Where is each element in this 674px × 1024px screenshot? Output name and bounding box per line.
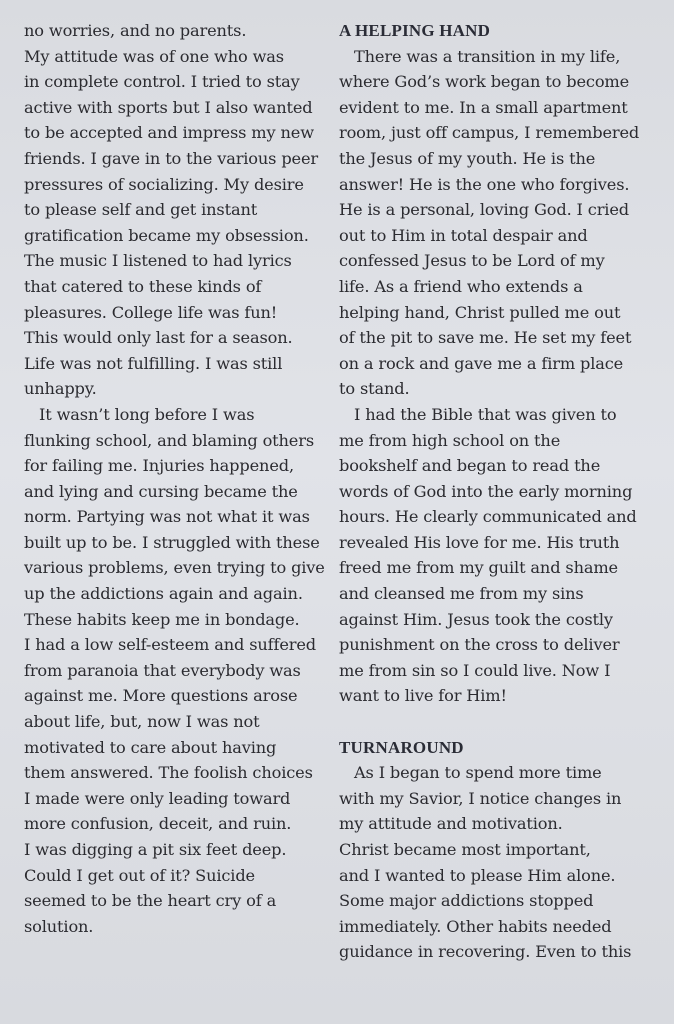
- paragraph-start-line: There was a transition in my life,: [354, 46, 621, 66]
- left-column: [24, 18, 324, 939]
- text-line: various problems, even trying to give: [24, 558, 325, 578]
- text-line: no worries, and no parents.: [24, 21, 247, 40]
- text-line: room, just off campus, I remembered: [339, 123, 640, 143]
- text-line: seemed to be the heart cry of a: [24, 891, 277, 911]
- text-line: pressures of socializing. My desire: [24, 174, 304, 194]
- text-line: norm. Partying was not what it was: [24, 507, 310, 527]
- text-line: my attitude and motivation.: [339, 814, 563, 834]
- text-line: He is a personal, loving God. I cried: [339, 200, 629, 220]
- text-line: Christ became most important,: [339, 840, 591, 859]
- text-line: for failing me. Injuries happened,: [24, 456, 294, 476]
- paragraph-start-line: I had the Bible that was given to: [354, 404, 617, 424]
- text-line: from paranoia that everybody was: [24, 660, 301, 680]
- text-line: and cleansed me from my sins: [339, 584, 584, 604]
- section-spacer: [339, 709, 649, 735]
- text-line: built up to be. I struggled with these: [24, 532, 320, 552]
- section-heading-turnaround: TURNAROUND: [339, 737, 464, 757]
- text-line: to be accepted and impress my new: [24, 123, 314, 143]
- text-line: These habits keep me in bondage.: [24, 609, 300, 629]
- text-line: want to live for Him!: [339, 686, 507, 706]
- text-line: answer! He is the one who forgives.: [339, 174, 630, 194]
- text-line: life. As a friend who extends a: [339, 276, 583, 296]
- text-line: confessed Jesus to be Lord of my: [339, 251, 605, 271]
- text-line: revealed His love for me. His truth: [339, 532, 620, 552]
- text-line: active with sports but I also wanted: [24, 97, 313, 117]
- text-line: against me. More questions arose: [24, 686, 298, 706]
- text-line: punishment on the cross to deliver: [339, 635, 620, 655]
- section-heading-helping-hand: A HELPING HAND: [339, 21, 491, 40]
- text-line: evident to me. In a small apartment: [339, 97, 628, 117]
- paragraph-start-line: As I began to spend more time: [354, 763, 602, 783]
- text-line: bookshelf and began to read the: [339, 456, 601, 476]
- text-line: out to Him in total despair and: [339, 225, 588, 245]
- text-line: Some major addictions stopped: [339, 891, 594, 911]
- text-line: hours. He clearly communicated and: [339, 507, 637, 527]
- right-column: [339, 18, 649, 965]
- text-line: on a rock and gave me a firm place: [339, 353, 624, 373]
- text-line: the Jesus of my youth. He is the: [339, 148, 596, 168]
- text-line: pleasures. College life was fun!: [24, 302, 278, 322]
- text-line: about life, but, now I was not: [24, 712, 260, 732]
- text-line: freed me from my guilt and shame: [339, 558, 618, 578]
- text-line: immediately. Other habits needed: [339, 916, 612, 936]
- text-line: to please self and get instant: [24, 200, 258, 220]
- text-line: friends. I gave in to the various peer: [24, 148, 318, 168]
- text-line: words of God into the early morning: [339, 481, 633, 501]
- text-line: motivated to care about having: [24, 737, 277, 757]
- text-line: to stand.: [339, 379, 410, 399]
- text-line: me from high school on the: [339, 430, 561, 450]
- text-line: My attitude was of one who was: [24, 46, 284, 66]
- paragraph-start-line: It wasn’t long before I was: [39, 404, 255, 424]
- text-line: them answered. The foolish choices: [24, 763, 313, 783]
- text-line: up the addictions again and again.: [24, 584, 303, 604]
- text-line: I had a low self-esteem and suffered: [24, 635, 316, 655]
- text-line: in complete control. I tried to stay: [24, 72, 300, 92]
- text-line: I was digging a pit six feet deep.: [24, 840, 287, 859]
- text-line: that catered to these kinds of: [24, 276, 262, 296]
- text-line: Life was not fulfilling. I was still: [24, 353, 283, 373]
- text-line: gratification became my obsession.: [24, 225, 309, 245]
- text-line: guidance in recovering. Even to this: [339, 942, 632, 962]
- text-line: and I wanted to please Him alone.: [339, 865, 616, 885]
- text-line: more confusion, deceit, and ruin.: [24, 814, 292, 834]
- text-line: and lying and cursing became the: [24, 481, 298, 501]
- text-line: flunking school, and blaming others: [24, 430, 314, 450]
- text-line: where God’s work began to become: [339, 72, 630, 92]
- text-line: me from sin so I could live. Now I: [339, 660, 611, 680]
- text-line: solution.: [24, 916, 94, 936]
- text-line: unhappy.: [24, 379, 97, 399]
- text-line: with my Savior, I notice changes in: [339, 788, 622, 808]
- text-line: Could I get out of it? Suicide: [24, 865, 255, 885]
- text-line: helping hand, Christ pulled me out: [339, 302, 621, 322]
- text-line: of the pit to save me. He set my feet: [339, 328, 632, 348]
- text-line: The music I listened to had lyrics: [24, 251, 292, 271]
- text-line: This would only last for a season.: [24, 328, 293, 348]
- text-line: against Him. Jesus took the costly: [339, 609, 613, 629]
- text-line: I made were only leading toward: [24, 788, 291, 808]
